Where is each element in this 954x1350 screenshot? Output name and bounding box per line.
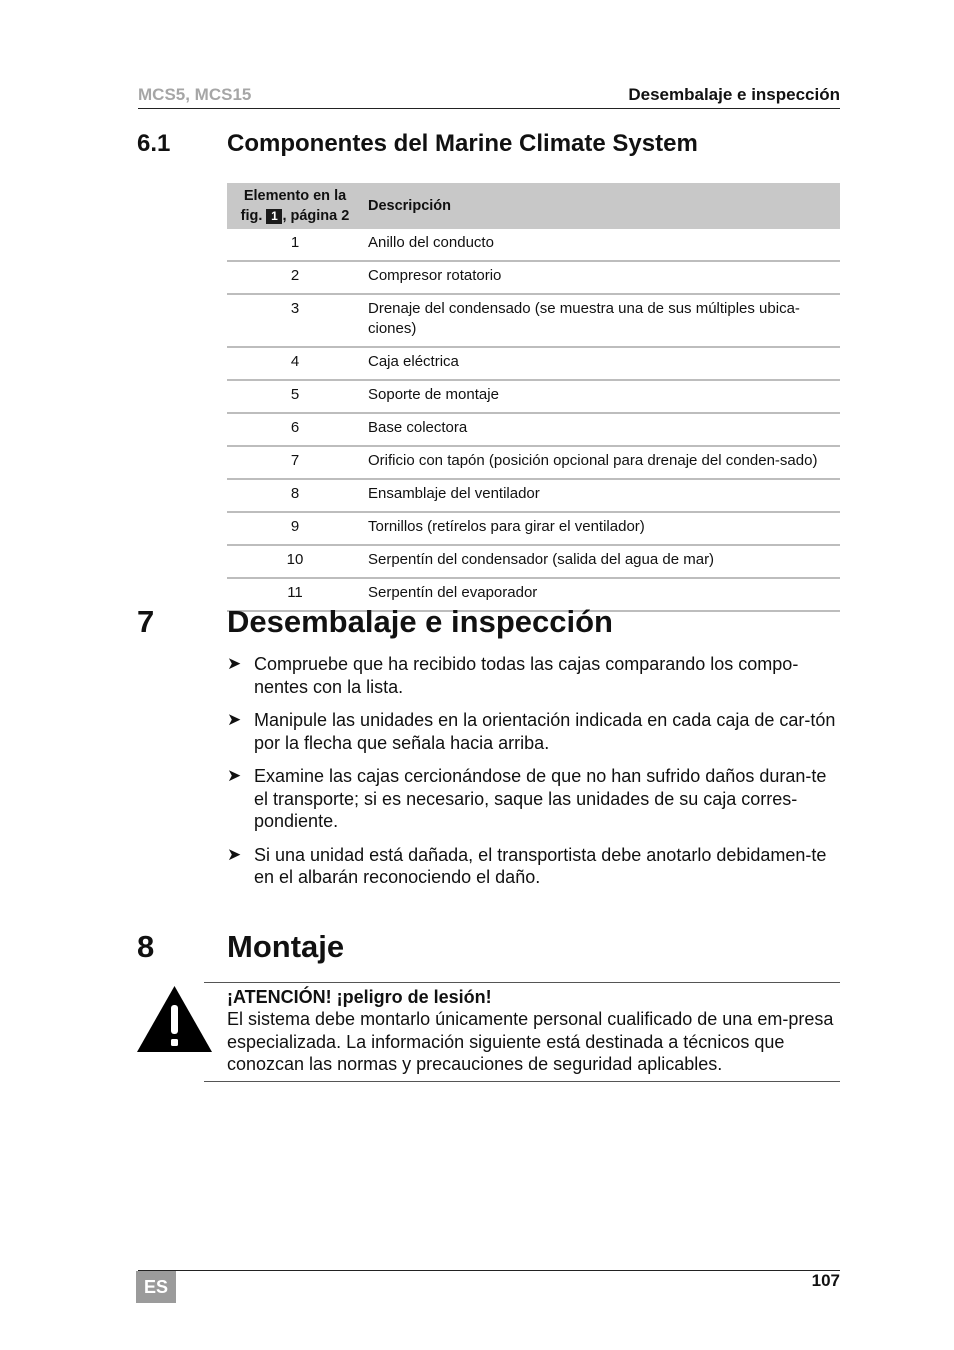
figure-number-badge: 1 (266, 209, 282, 224)
table-row (227, 261, 840, 294)
list-item-text: Examine las cajas cercionándose de que no han sufrido daños duran-te el transporte; si es necesario, saque las unidades de su caja corres-pondiente. (254, 766, 827, 831)
list-item (227, 653, 841, 698)
column-header-description: Descripción (363, 183, 840, 229)
arrow-bullet-icon: ➤ (227, 844, 242, 864)
column-header-item (227, 183, 363, 229)
table-cell-description: Serpentín del evaporador (363, 578, 840, 611)
column-header-fig-suffix: , página 2 (282, 208, 350, 224)
table-cell-item: 8 (227, 479, 363, 512)
arrow-bullet-icon: ➤ (227, 654, 242, 673)
language-badge: ES (136, 1271, 176, 1303)
table-row (227, 413, 840, 446)
inspection-steps-list (227, 653, 841, 900)
table-cell-item: 7 (227, 446, 363, 479)
table-cell-item: 1 (227, 229, 363, 261)
header-model: MCS5, MCS15 (138, 85, 252, 104)
components-table (227, 183, 840, 612)
table-cell-description: Serpentín del condensador (salida del agua de mar) (363, 545, 840, 578)
table-row (227, 512, 840, 545)
table-row (227, 446, 840, 479)
table-cell-item: 4 (227, 347, 363, 380)
section-6-1-title: Componentes del Marine Climate System (227, 130, 698, 157)
section-7-title: Desembalaje e inspección (227, 604, 613, 639)
table-header-row (227, 183, 840, 229)
list-item (227, 709, 841, 754)
warning-top-rule (204, 982, 840, 983)
column-header-item-line1: Elemento en la (243, 188, 347, 204)
table-row (227, 229, 840, 261)
table-cell-description: Orificio con tapón (posición opcional para drenaje del conden-sado) (363, 446, 840, 479)
warning-bottom-rule (204, 1081, 840, 1082)
list-item-text: Manipule las unidades en la orientación indicada en cada caja de car-tón por la flecha que señala hacia arriba. (254, 710, 836, 753)
table-cell-description: Ensamblaje del ventilador (363, 479, 840, 512)
table-cell-item: 9 (227, 512, 363, 545)
table-cell-item: 3 (227, 294, 363, 347)
warning-box (227, 986, 840, 1075)
table-row (227, 380, 840, 413)
section-8-number: 8 (137, 929, 155, 964)
warning-triangle-icon (136, 985, 213, 1053)
arrow-bullet-icon: ➤ (227, 710, 242, 729)
list-item (227, 844, 841, 889)
section-6-1-number: 6.1 (137, 130, 171, 157)
table-cell-description: Compresor rotatorio (363, 261, 840, 294)
table-cell-item: 6 (227, 413, 363, 446)
warning-text: El sistema debe montarlo únicamente personal cualificado de una em-presa especializada. La información siguiente está destinada a técnicos que conozcan las normas y precauciones de seguridad aplicables. (227, 1009, 834, 1074)
table-cell-item: 2 (227, 261, 363, 294)
list-item-text: Si una unidad está dañada, el transportista debe anotarlo debidamen-te en el albarán reconociendo el daño. (254, 844, 827, 887)
table-row (227, 294, 840, 347)
section-7-number: 7 (137, 604, 155, 639)
table-cell-item: 5 (227, 380, 363, 413)
column-header-fig-prefix: fig. (240, 208, 263, 224)
table-row (227, 545, 840, 578)
section-8-title: Montaje (227, 929, 345, 964)
table-cell-description: Soporte de montaje (363, 380, 840, 413)
table-cell-item: 11 (227, 578, 363, 611)
list-item-text: Compruebe que ha recibido todas las cajas comparando los compo-nentes con la lista. (254, 654, 799, 697)
table-cell-description: Anillo del conducto (363, 229, 840, 261)
table-cell-description: Caja eléctrica (363, 347, 840, 380)
page-number: 107 (811, 1271, 840, 1290)
footer-divider (138, 1270, 840, 1271)
table-cell-description: Tornillos (retírelos para girar el ventilador) (363, 512, 840, 545)
table-cell-item: 10 (227, 545, 363, 578)
table-cell-description: Base colectora (363, 413, 840, 446)
warning-title: ¡ATENCIÓN! ¡peligro de lesión! (227, 987, 492, 1007)
arrow-bullet-icon: ➤ (227, 766, 242, 785)
table-row (227, 479, 840, 512)
header-divider (138, 108, 840, 109)
list-item (227, 765, 841, 833)
header-section-title: Desembalaje e inspección (628, 85, 840, 104)
table-row (227, 347, 840, 380)
table-cell-description: Drenaje del condensado (se muestra una de sus múltiples ubica-ciones) (363, 294, 840, 347)
